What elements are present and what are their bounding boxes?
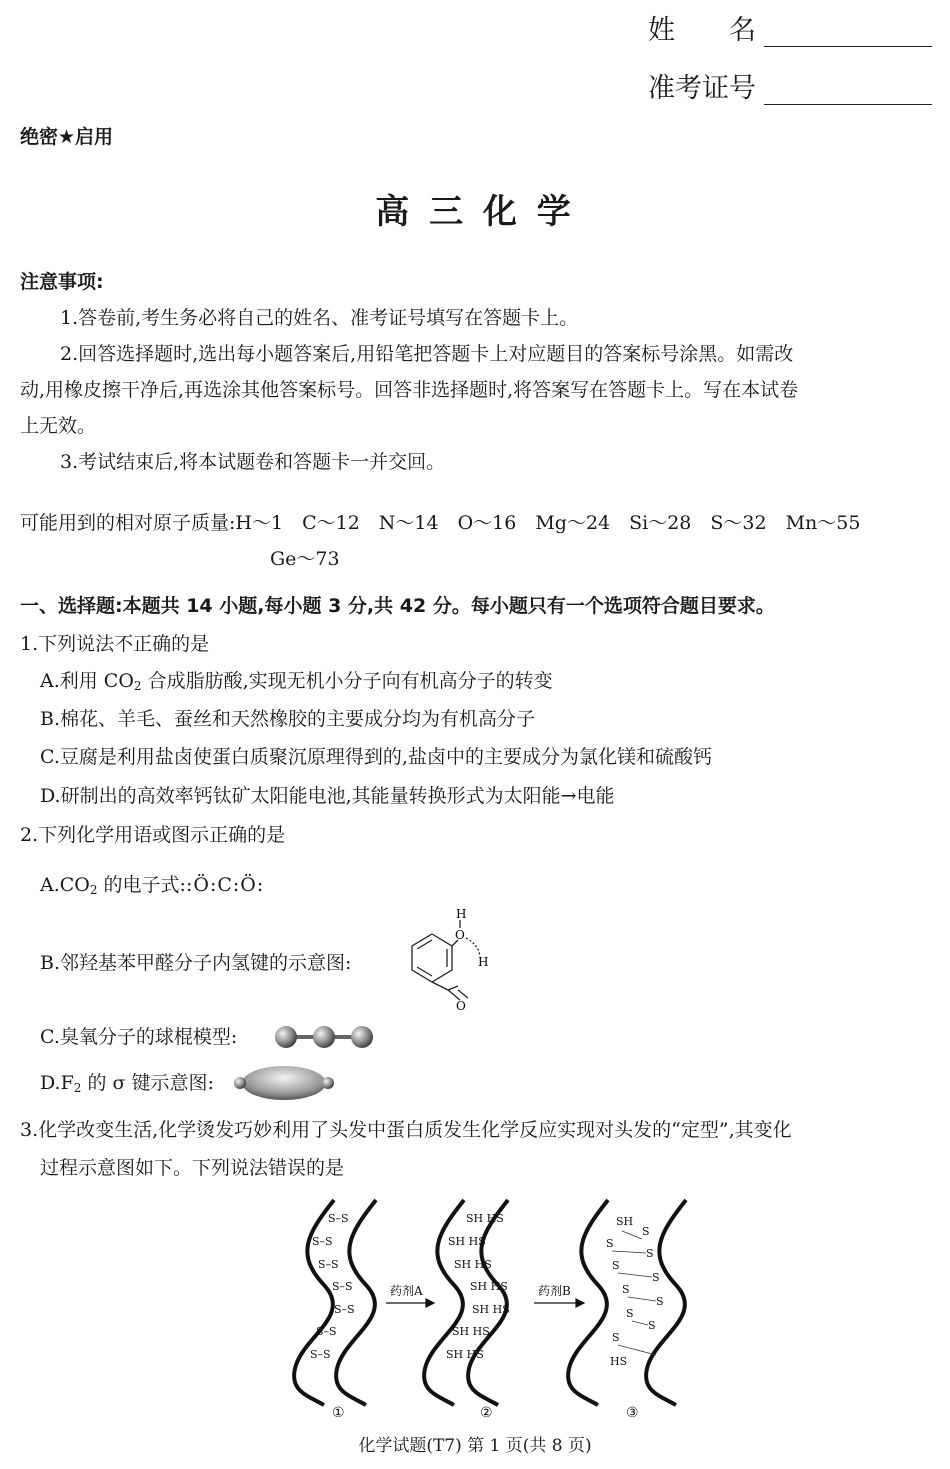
atomic-mass-values: H～1 C～12 N～14 O～16 Mg～24 Si～28 S～32 Mn～55 bbox=[235, 512, 861, 534]
svg-text:S–S: S–S bbox=[312, 1235, 333, 1248]
svg-text:SH HS: SH HS bbox=[452, 1325, 490, 1338]
svg-text:S: S bbox=[612, 1259, 620, 1272]
notice-item-2-line-3: 上无效。 bbox=[20, 415, 97, 437]
atomic-mass-label: 可能用到的相对原子质量: bbox=[20, 512, 236, 534]
panel-label-2: ② bbox=[480, 1405, 493, 1420]
reagent-b-label: 药剂B bbox=[538, 1284, 571, 1298]
q1-option-d: D.研制出的高效率钙钛矿太阳能电池,其能量转换形式为太阳能→电能 bbox=[40, 785, 615, 807]
bond-label: S–S bbox=[328, 1212, 349, 1225]
svg-text:SH HS: SH HS bbox=[454, 1258, 492, 1271]
svg-text:SH HS: SH HS bbox=[466, 1212, 504, 1225]
svg-text:SH HS: SH HS bbox=[448, 1235, 486, 1248]
notice-heading: 注意事项: bbox=[20, 271, 104, 293]
q3-stem-line-1: 3.化学改变生活,化学烫发巧妙利用了头发中蛋白质发生化学反应实现对头发的“定型”,其变化 bbox=[20, 1119, 792, 1141]
section-1-heading: 一、选择题:本题共 14 小题,每小题 3 分,共 42 分。每小题只有一个选项符合题目要求。 bbox=[20, 595, 775, 617]
svg-text:S: S bbox=[622, 1283, 630, 1296]
svg-text:H: H bbox=[456, 908, 467, 921]
svg-text:S: S bbox=[652, 1271, 660, 1284]
page-title: 高 三 化 学 bbox=[375, 192, 575, 232]
page-footer: 化学试题(T7) 第 1 页(共 8 页) bbox=[358, 1436, 592, 1456]
svg-text:S: S bbox=[656, 1295, 664, 1308]
q2-stem: 2.下列化学用语或图示正确的是 bbox=[20, 824, 286, 846]
svg-text:S–S: S–S bbox=[310, 1348, 331, 1361]
svg-text:S–S: S–S bbox=[316, 1325, 337, 1338]
svg-text:S: S bbox=[646, 1247, 654, 1260]
q1-option-a: A.利用 $CO_2$ 合成脂肪酸,实现无机小分子向有机高分子的转变 bbox=[40, 670, 553, 693]
name-field[interactable] bbox=[764, 16, 932, 47]
atomic-mass-line-1 bbox=[20, 511, 950, 535]
name-label: 姓 名 bbox=[648, 15, 756, 46]
svg-text:SH HS: SH HS bbox=[472, 1303, 510, 1316]
secret-mark: 绝密★启用 bbox=[20, 126, 114, 148]
q1-option-b: B.棉花、羊毛、蚕丝和天然橡胶的主要成分均为有机高分子 bbox=[40, 708, 536, 730]
svg-text:S–S: S–S bbox=[318, 1258, 339, 1271]
svg-text:S: S bbox=[642, 1225, 650, 1238]
svg-text:SH: SH bbox=[616, 1215, 634, 1228]
notice-item-1: 1.答卷前,考生务必将自己的姓名、准考证号填写在答题卡上。 bbox=[60, 307, 579, 329]
ozone-ball-stick-model bbox=[272, 1022, 376, 1052]
q3-stem-line-2: 过程示意图如下。下列说法错误的是 bbox=[40, 1157, 345, 1179]
svg-text:O: O bbox=[456, 999, 466, 1013]
f2-sigma-bond-image bbox=[230, 1064, 338, 1102]
co2-electron-formula: :Ö:C:Ö: bbox=[185, 874, 265, 896]
svg-text:H: H bbox=[478, 955, 489, 969]
q1-stem: 1.下列说法不正确的是 bbox=[20, 633, 210, 655]
notice-item-2-line-2: 动,用橡皮擦干净后,再选涂其他答案标号。回答非选择题时,将答案写在答题卡上。写在本试卷 bbox=[20, 379, 799, 401]
svg-text:S: S bbox=[648, 1319, 656, 1332]
reagent-a-label: 药剂A bbox=[390, 1284, 423, 1298]
salicylaldehyde-structure-image bbox=[398, 908, 498, 1014]
q2-option-b: B.邻羟基苯甲醛分子内氢键的示意图: bbox=[40, 952, 352, 974]
svg-text:S–S: S–S bbox=[334, 1303, 355, 1316]
q2-option-d: $D.F_2$ 的 σ 键示意图: bbox=[40, 1072, 214, 1095]
svg-text:S: S bbox=[626, 1307, 634, 1320]
atomic-mass-line-2: Ge～73 bbox=[270, 548, 340, 570]
exam-id-field[interactable] bbox=[764, 74, 932, 105]
svg-text:O: O bbox=[455, 928, 465, 942]
svg-text:HS: HS bbox=[610, 1355, 628, 1368]
svg-text:SH HS: SH HS bbox=[446, 1348, 484, 1361]
q2-option-c: C.臭氧分子的球棍模型: bbox=[40, 1026, 238, 1048]
notice-item-2-line-1: 2.回答选择题时,选出每小题答案后,用铅笔把答题卡上对应题目的答案标号涂黑。如需改 bbox=[60, 343, 794, 365]
hair-perm-process-figure bbox=[276, 1195, 696, 1420]
q2-option-a: $A.CO_2$ 的电子式::Ö:C:Ö: bbox=[40, 874, 265, 897]
panel-label-3: ③ bbox=[626, 1405, 639, 1420]
q1-option-c: C.豆腐是利用盐卤使蛋白质聚沉原理得到的,盐卤中的主要成分为氯化镁和硫酸钙 bbox=[40, 746, 712, 768]
exam-id-label: 准考证号 bbox=[648, 73, 756, 104]
svg-text:SH HS: SH HS bbox=[470, 1280, 508, 1293]
svg-text:S: S bbox=[612, 1331, 620, 1344]
notice-item-3: 3.考试结束后,将本试题卷和答题卡一并交回。 bbox=[60, 451, 446, 473]
panel-label-1: ① bbox=[332, 1405, 345, 1420]
svg-text:S–S: S–S bbox=[332, 1280, 353, 1293]
svg-text:S: S bbox=[606, 1237, 614, 1250]
